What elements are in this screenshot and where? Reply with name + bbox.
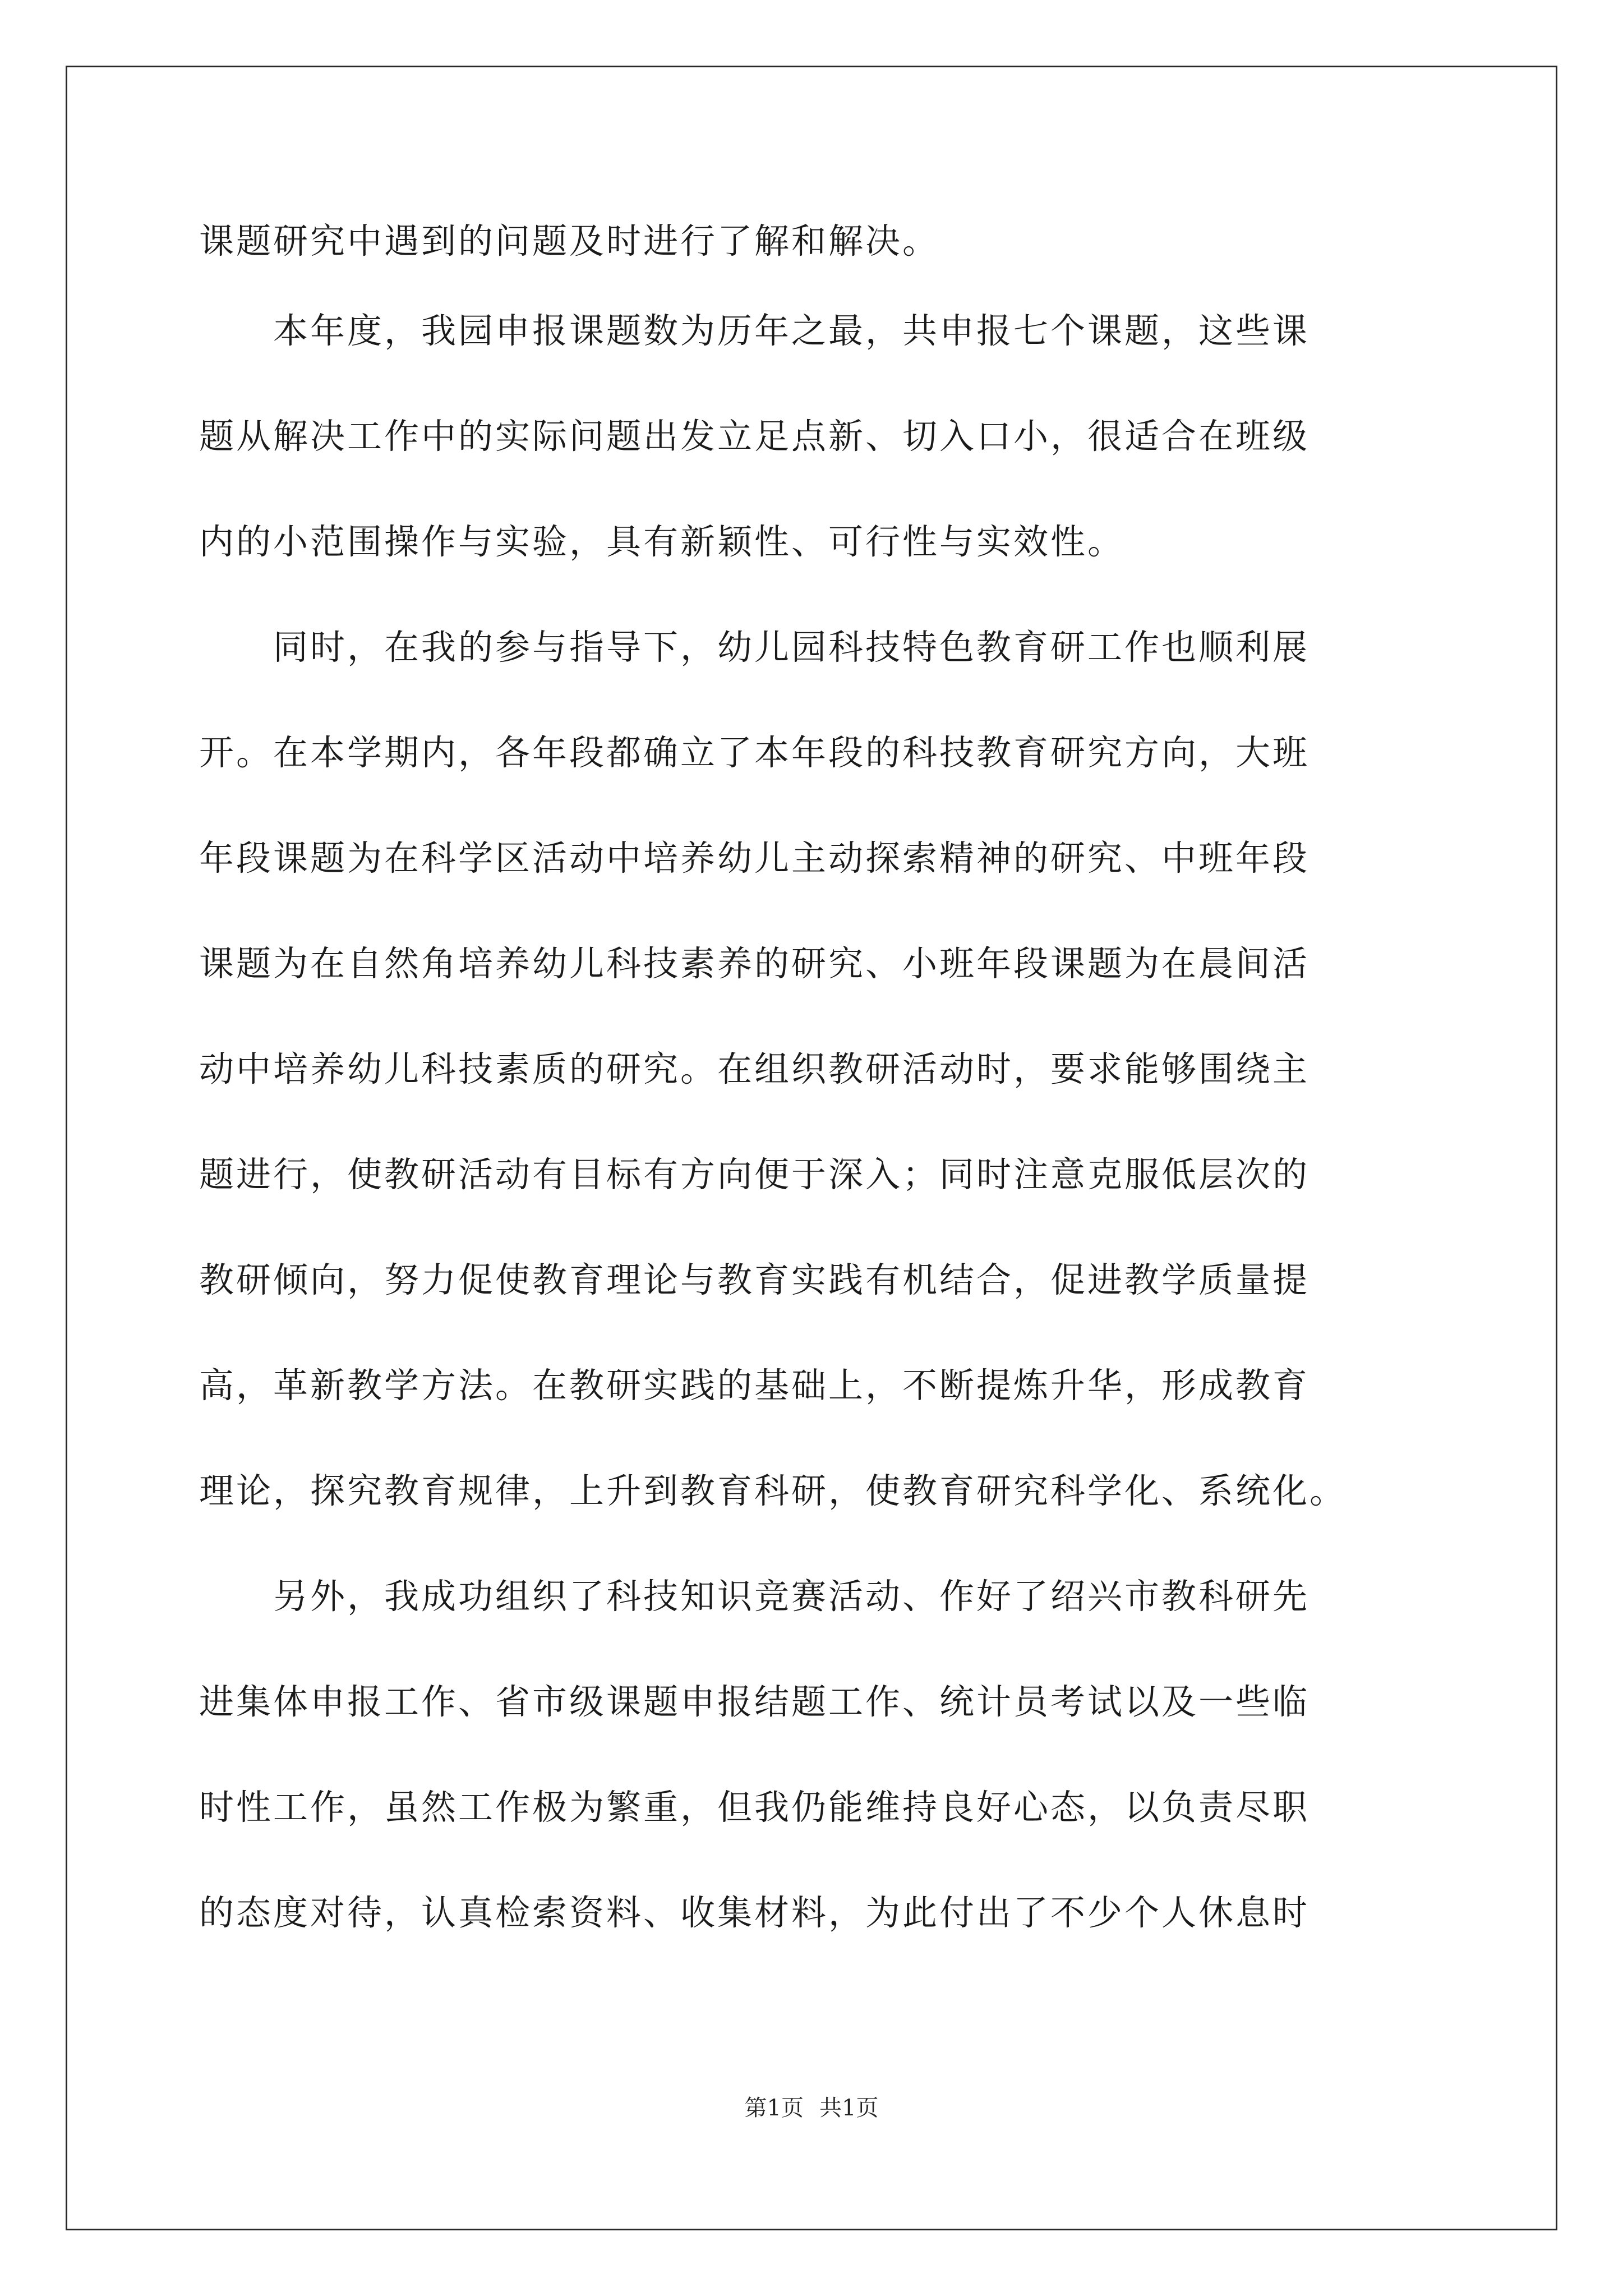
text-line: 题从解决工作中的实际问题出发立足点新、切入口小，很适合在班级	[199, 416, 1310, 457]
text-line: 动中培养幼儿科技素质的研究。在组织教研活动时，要求能够围绕主	[199, 1048, 1310, 1089]
document-body	[199, 213, 1450, 1990]
text-line: 年段课题为在科学区活动中培养幼儿主动探索精神的研究、中班年段	[199, 838, 1310, 878]
page-footer	[0, 2090, 1623, 2122]
text-line: 进集体申报工作、省市级课题申报结题工作、统计员考试以及一些临	[199, 1681, 1310, 1722]
text-line: 另外，我成功组织了科技知识竞赛活动、作好了绍兴市教科研先	[199, 1576, 1310, 1617]
text-line: 题进行，使教研活动有目标有方向便于深入；同时注意克服低层次的	[199, 1154, 1310, 1195]
page-total: 共1页	[819, 2095, 879, 2121]
text-line: 同时，在我的参与指导下，幼儿园科技特色教育研工作也顺利展	[199, 627, 1310, 668]
text-line: 的态度对待，认真检索资料、收集材料，为此付出了不少个人休息时	[199, 1892, 1310, 1933]
text-line: 本年度，我园申报课题数为历年之最，共申报七个课题，这些课	[199, 310, 1310, 351]
text-line: 内的小范围操作与实验，具有新颖性、可行性与实效性。	[199, 521, 1125, 562]
page-number: 第1页	[744, 2095, 804, 2121]
text-line: 课题研究中遇到的问题及时进行了解和解决。	[199, 220, 940, 261]
text-line: 理论，探究教育规律，上升到教育科研，使教育研究科学化、系统化。	[199, 1470, 1347, 1511]
text-line: 高，革新教学方法。在教研实践的基础上，不断提炼升华，形成教育	[199, 1365, 1310, 1406]
text-line: 课题为在自然角培养幼儿科技素养的研究、小班年段课题为在晨间活	[199, 943, 1310, 984]
text-line: 教研倾向，努力促使教育理论与教育实践有机结合，促进教学质量提	[199, 1259, 1310, 1300]
text-line: 时性工作，虽然工作极为繁重，但我仍能维持良好心态，以负责尽职	[199, 1787, 1310, 1828]
text-line: 开。在本学期内，各年段都确立了本年段的科技教育研究方向，大班	[199, 732, 1310, 773]
